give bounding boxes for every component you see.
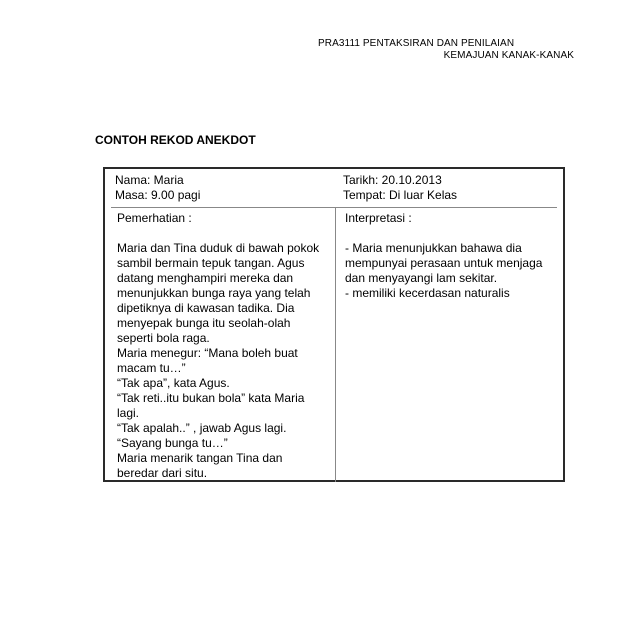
observation-line: dipetiknya di kawasan tadika. Dia — [117, 301, 295, 315]
observation-line: sambil bermain tepuk tangan. Agus — [117, 256, 305, 270]
header-course-line: PRA3111 PENTAKSIRAN DAN PENILAIAN — [318, 38, 515, 49]
observation-line: menunjukkan bunga raya yang telah — [117, 286, 311, 300]
record-date: Tarikh: 20.10.2013 — [343, 173, 442, 187]
anecdotal-record-box — [103, 167, 565, 482]
observation-line: Maria menarik tangan Tina dan — [117, 451, 283, 465]
interpretation-line: - memiliki kecerdasan naturalis — [345, 286, 510, 300]
observation-line: datang menghampiri mereka dan — [117, 271, 294, 285]
observation-line: “Tak apalah..” , jawab Agus lagi. — [117, 421, 287, 435]
document-header — [276, 38, 576, 62]
record-place: Tempat: Di luar Kelas — [343, 188, 458, 202]
observation-line: lagi. — [117, 406, 140, 420]
header-subtitle-line: KEMAJUAN KANAK-KANAK — [443, 50, 574, 61]
interpretation-label: Interpretasi : — [345, 211, 412, 225]
observation-line: Maria dan Tina duduk di bawah pokok — [117, 241, 320, 255]
observation-line: beredar dari situ. — [117, 466, 208, 480]
record-meta-right — [343, 173, 457, 203]
interpretation-text — [345, 241, 560, 301]
interpretation-column — [345, 211, 560, 301]
observation-line: “Tak reti..itu bukan bola” kata Maria — [117, 391, 305, 405]
record-name: Nama: Maria — [115, 173, 184, 187]
observation-line: Maria menegur: “Mana boleh buat — [117, 346, 298, 360]
column-divider — [335, 207, 336, 482]
observation-line: “Tak apa”, kata Agus. — [117, 376, 230, 390]
observation-line: “Sayang bunga tu…” — [117, 436, 228, 450]
page-title: CONTOH REKOD ANEKDOT — [95, 133, 256, 147]
observation-label: Pemerhatian : — [117, 211, 192, 225]
observation-column — [117, 211, 332, 481]
observation-line: menyepak bunga itu seolah-olah — [117, 316, 291, 330]
interpretation-line: - Maria menunjukkan bahawa dia — [345, 241, 522, 255]
observation-line: seperti bola raga. — [117, 331, 210, 345]
record-time: Masa: 9.00 pagi — [115, 188, 201, 202]
record-meta-left — [115, 173, 200, 203]
observation-line: macam tu…” — [117, 361, 186, 375]
interpretation-line: dan menyayangi lam sekitar. — [345, 271, 498, 285]
observation-text — [117, 241, 332, 481]
interpretation-line: mempunyai perasaan untuk menjaga — [345, 256, 543, 270]
